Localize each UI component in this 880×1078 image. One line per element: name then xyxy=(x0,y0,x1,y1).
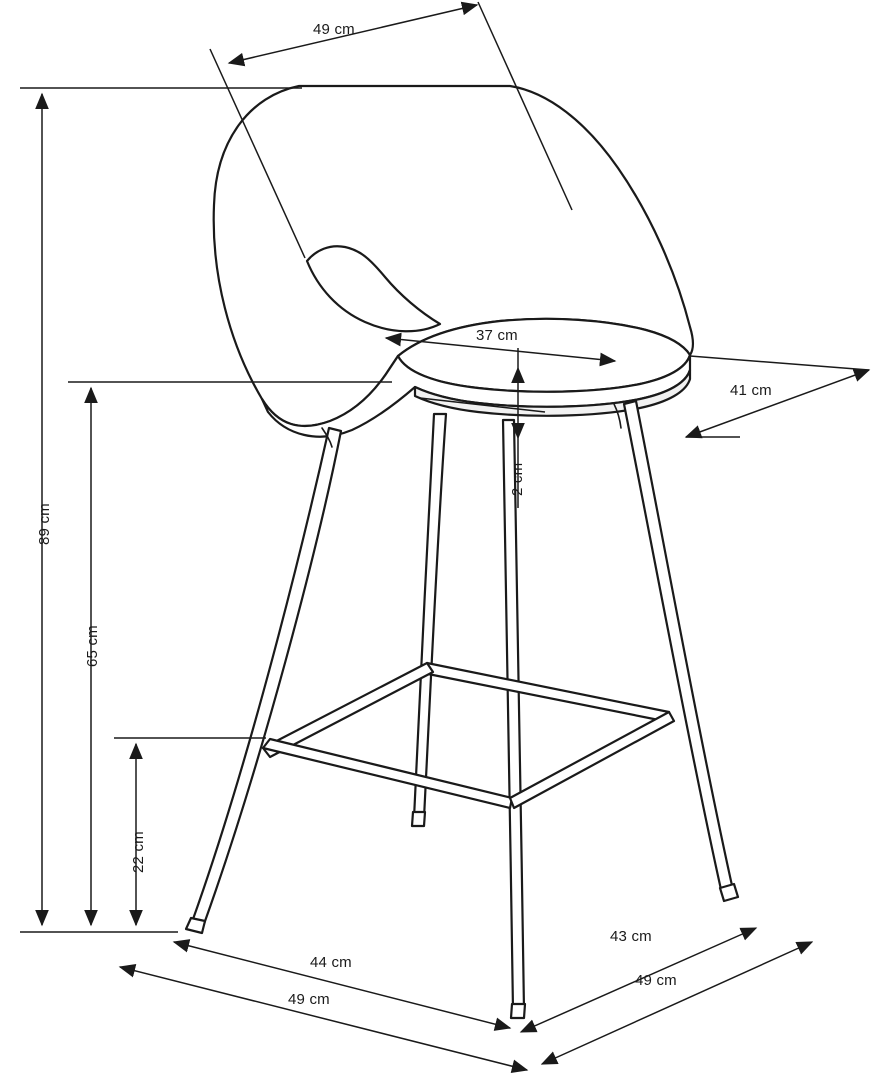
leg-cap-center xyxy=(511,1004,525,1018)
dimension-label-base-diagonal-right: 49 cm xyxy=(635,972,677,989)
dimension-label-base-depth-right: 43 cm xyxy=(610,928,652,945)
dimension-label-total-height: 89 cm xyxy=(36,503,53,545)
dim-line-49-front xyxy=(120,967,527,1070)
footrest-ring-back xyxy=(423,663,669,721)
leg-cap-back-left xyxy=(412,812,425,826)
dim-line-41 xyxy=(686,370,869,437)
dimension-label-seat-thickness: 2 cm xyxy=(509,462,526,496)
leg-center xyxy=(503,420,524,1010)
leg-back-left xyxy=(414,414,446,818)
dim-line-49-right xyxy=(542,942,812,1064)
dimension-label-base-diagonal-front: 49 cm xyxy=(288,991,330,1008)
dimension-label-base-width-front: 44 cm xyxy=(310,954,352,971)
ext-line-41-up xyxy=(690,356,869,370)
leg-right xyxy=(624,401,733,894)
footrest-ring-front xyxy=(263,739,512,808)
dimension-label-seat-diagonal: 41 cm xyxy=(730,382,772,399)
stool-illustration xyxy=(186,86,738,1018)
dimension-label-seat-depth-top: 49 cm xyxy=(313,21,355,38)
footrest-ring-right xyxy=(510,712,674,808)
leg-front-left xyxy=(192,428,341,924)
leg-cap-front-left xyxy=(186,918,205,933)
dimension-label-footrest-height: 22 cm xyxy=(130,831,147,873)
dimension-label-seat-width: 37 cm xyxy=(476,327,518,344)
dimension-label-seat-height: 65 cm xyxy=(84,625,101,667)
leg-cap-right xyxy=(720,884,738,901)
